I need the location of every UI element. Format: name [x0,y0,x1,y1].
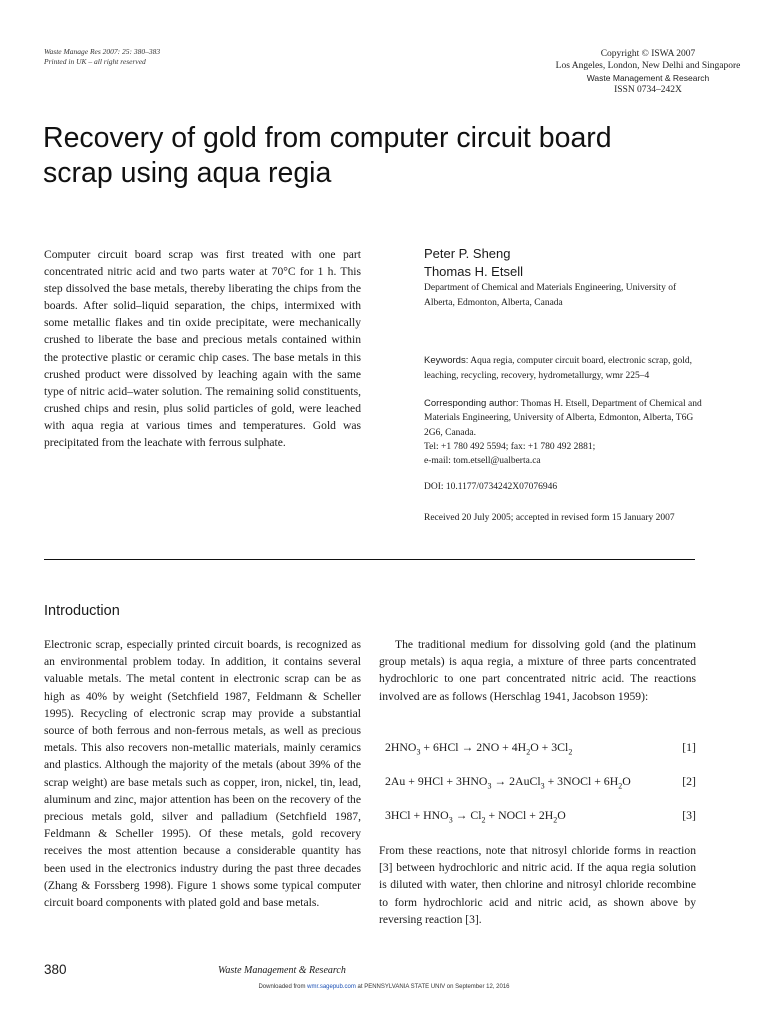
corresponding-author-text: Thomas H. Etsell, Department of Chemical and Materials Engineering, University of Alberta, Edmonton, Alberta, T6G 2G6, Canada. [424,399,702,438]
equation-2 [385,774,696,790]
publisher-locations: Los Angeles, London, New Delhi and Singapore [555,61,741,71]
download-link[interactable]: wmr.sagepub.com [307,984,356,990]
copyright-line: Copyright © ISWA 2007 [600,49,696,59]
author-name: Peter P. Sheng [424,246,511,261]
title-line1: Recovery of gold from computer circuit board [43,122,612,154]
title-line2: scrap using aqua regia [43,157,332,189]
journal-name: Waste Management & Research [586,73,710,83]
corresponding-author [424,397,706,468]
intro-left-column: Electronic scrap, especially printed circuit boards, is recognized as an environmental problem today. In addition, it contains several valuable metals. The metal content in electronic scrap can be as high as 40% by weight (Setchfield 1987, Feldmann & Scheller 1995). Recycling of electronic scrap may provide a substantial source of both ferrous and non-ferrous metals, as well as precious metals. This also recovers non-metallic materials, mainly ceramics and plastics. Although the majority of the metals (about 39% of the scrap weight) are base metals such as copper, iron, nickel, tin, lead, aluminum and zinc, major attention has been on the recovery of the precious metals gold, silver and palladium (Setchfield 1987, Feldmann & Scheller 1995). Of these metals, gold recovery receives the most attention because a considerable quantity has been used in the electronics industry during the past three decades (Zhang & Forssberg 1998). Figure 1 shows some typical computer circuit board components with plated gold and base metals. [44,638,361,910]
journal-reference [44,47,160,67]
equation-number: [3] [682,808,696,822]
equation-formula: $3HCl + HNO_3 \to Cl_2$ + NOCl + $2H_2O$ [385,808,566,825]
contact-email: e-mail: tom.etsell@ualberta.ca [424,456,541,467]
equation-formula: $2Au + 9HCl + 3HNO_3$ → 2AuCl$_3$ + 3NOCl + $6H_2O$ [385,774,631,791]
equation-3 [385,808,696,824]
contact-phone: Tel: +1 780 492 5594; fax: +1 780 492 2881; [424,441,596,452]
intro-right-text: The traditional medium for dissolving gold (and the platinum group metals) is aqua regia, a mixture of three parts concentrated hydrochloric to one part concentrated nitric acid. The reactions involved are as follows (Herschlag 1941, Jacobson 1959): [379,638,696,703]
section-heading: Introduction [44,603,120,619]
download-note [0,984,768,990]
section-divider [44,559,695,560]
keywords [424,354,706,383]
footer-journal-name: Waste Management & Research [218,965,346,976]
author-name: Thomas H. Etsell [424,263,523,279]
equation-formula: $2HNO_3 + 6HCl \to 2NO + 4H_2O + 3Cl_2$ [385,740,573,757]
journal-reference-line1: Waste Manage Res 2007: 25: 380–383 [44,47,161,56]
keywords-label: Keywords: [424,355,469,366]
intro-right-column-paragraph: From these reactions, note that nitrosyl chloride forms in reaction [3] between hydrochloric and nitric acid. If the aqua regia solution is diluted with water, then chlorine and nitrosyl chloride recombine to form hydrochloric acid and nitric acid, as shown above by reversing reaction [3]. [379,844,696,926]
download-suffix: at PENNSYLVANIA STATE UNIV on September 12, 2016 [355,984,510,990]
journal-reference-line2: Printed in UK – all right reserved [44,57,146,66]
page-number: 380 [44,962,67,977]
download-prefix: Downloaded from [258,984,308,990]
issn: ISSN 0734–242X [614,85,682,95]
equation-number: [2] [682,774,696,788]
doi: DOI: 10.1177/0734242X07076946 [424,482,558,492]
author-affiliation: Department of Chemical and Materials Engineering, University of Alberta, Edmonton, Alberta, Canada [424,283,677,308]
keywords-text: Aqua regia, computer circuit board, electronic scrap, gold, leaching, recycling, recovery, hydrometallurgy, wmr 225–4 [424,356,693,381]
abstract: Computer circuit board scrap was first treated with one part concentrated nitric acid and two parts water at 70°C for 1 h. This step dissolved the base metals, thereby liberating the chips from the boards. After solid–liquid separation, the chips, intermixed with some metallic flakes and tin oxide precipitate, were mechanically crushed to liberate the base and precious metals contained within the protective plastic or ceramic chip cases. The base metals in this crushed product were dissolved by leaching again with the same type of nitric acid–water solution. The remaining solid constituents, crushed chips and resin, plus solid particles of gold, were leached with aqua regia at various times and temperatures. Gold was precipitated from the leachate with ferrous sulphate. [44,248,361,450]
corresponding-author-label: Corresponding author: [424,398,519,409]
article-title [43,121,683,191]
copyright-block [556,48,741,96]
intro-right-column-paragraph [379,636,696,705]
equation-number: [1] [682,740,696,754]
author-block [424,245,704,310]
equation-1 [385,740,696,756]
received-dates: Received 20 July 2005; accepted in revised form 15 January 2007 [424,513,675,523]
